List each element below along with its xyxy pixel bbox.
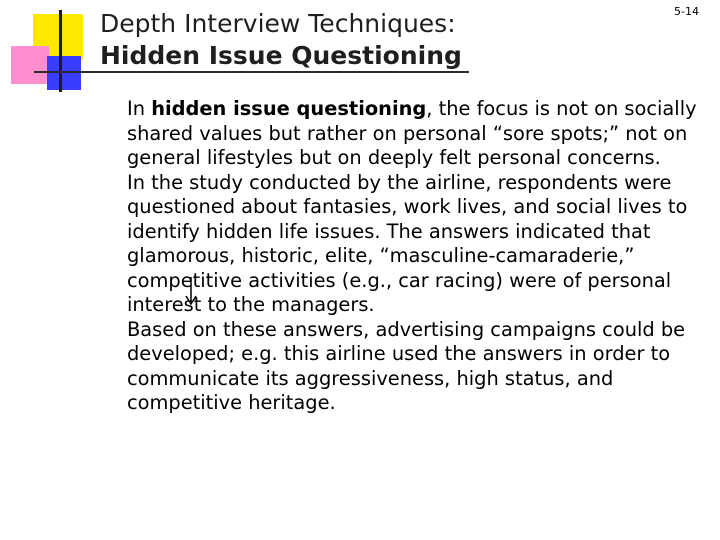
p1-bold-term: hidden issue questioning [151,97,427,120]
slide-body [127,97,707,416]
paragraph-3: Based on these answers, advertising campaigns could be developed; e.g. this airline used the answers in order to communicate its aggressiveness, high status, and competitive heritage. [127,317,686,414]
slide-number: 5-14 [674,5,699,18]
blue-square [47,56,81,90]
slide-logo [0,0,100,100]
pink-square [11,46,49,84]
slide-title [100,8,620,72]
p1-prefix: In [127,97,152,120]
title-line-2: Hidden Issue Questioning [100,41,462,70]
paragraph-1 [127,97,707,171]
text-cursor-icon [184,276,198,306]
title-line-1: Depth Interview Techniques: [100,9,456,38]
vertical-rule [59,10,62,92]
p1-rest: , the focus is not on socially shared values but rather on personal “sore spots;” not on general lifestyles but on deeply felt personal concerns. [127,97,697,169]
paragraph-2: In the study conducted by the airline, respondents were questioned about fantasies, work lives, and social lives to identify hidden life issues. The answers indicated that glamorous, historic, elite, “masculine-camaraderie,” competitive activities (e.g., car racing) were of personal interest to the managers. [127,170,688,316]
